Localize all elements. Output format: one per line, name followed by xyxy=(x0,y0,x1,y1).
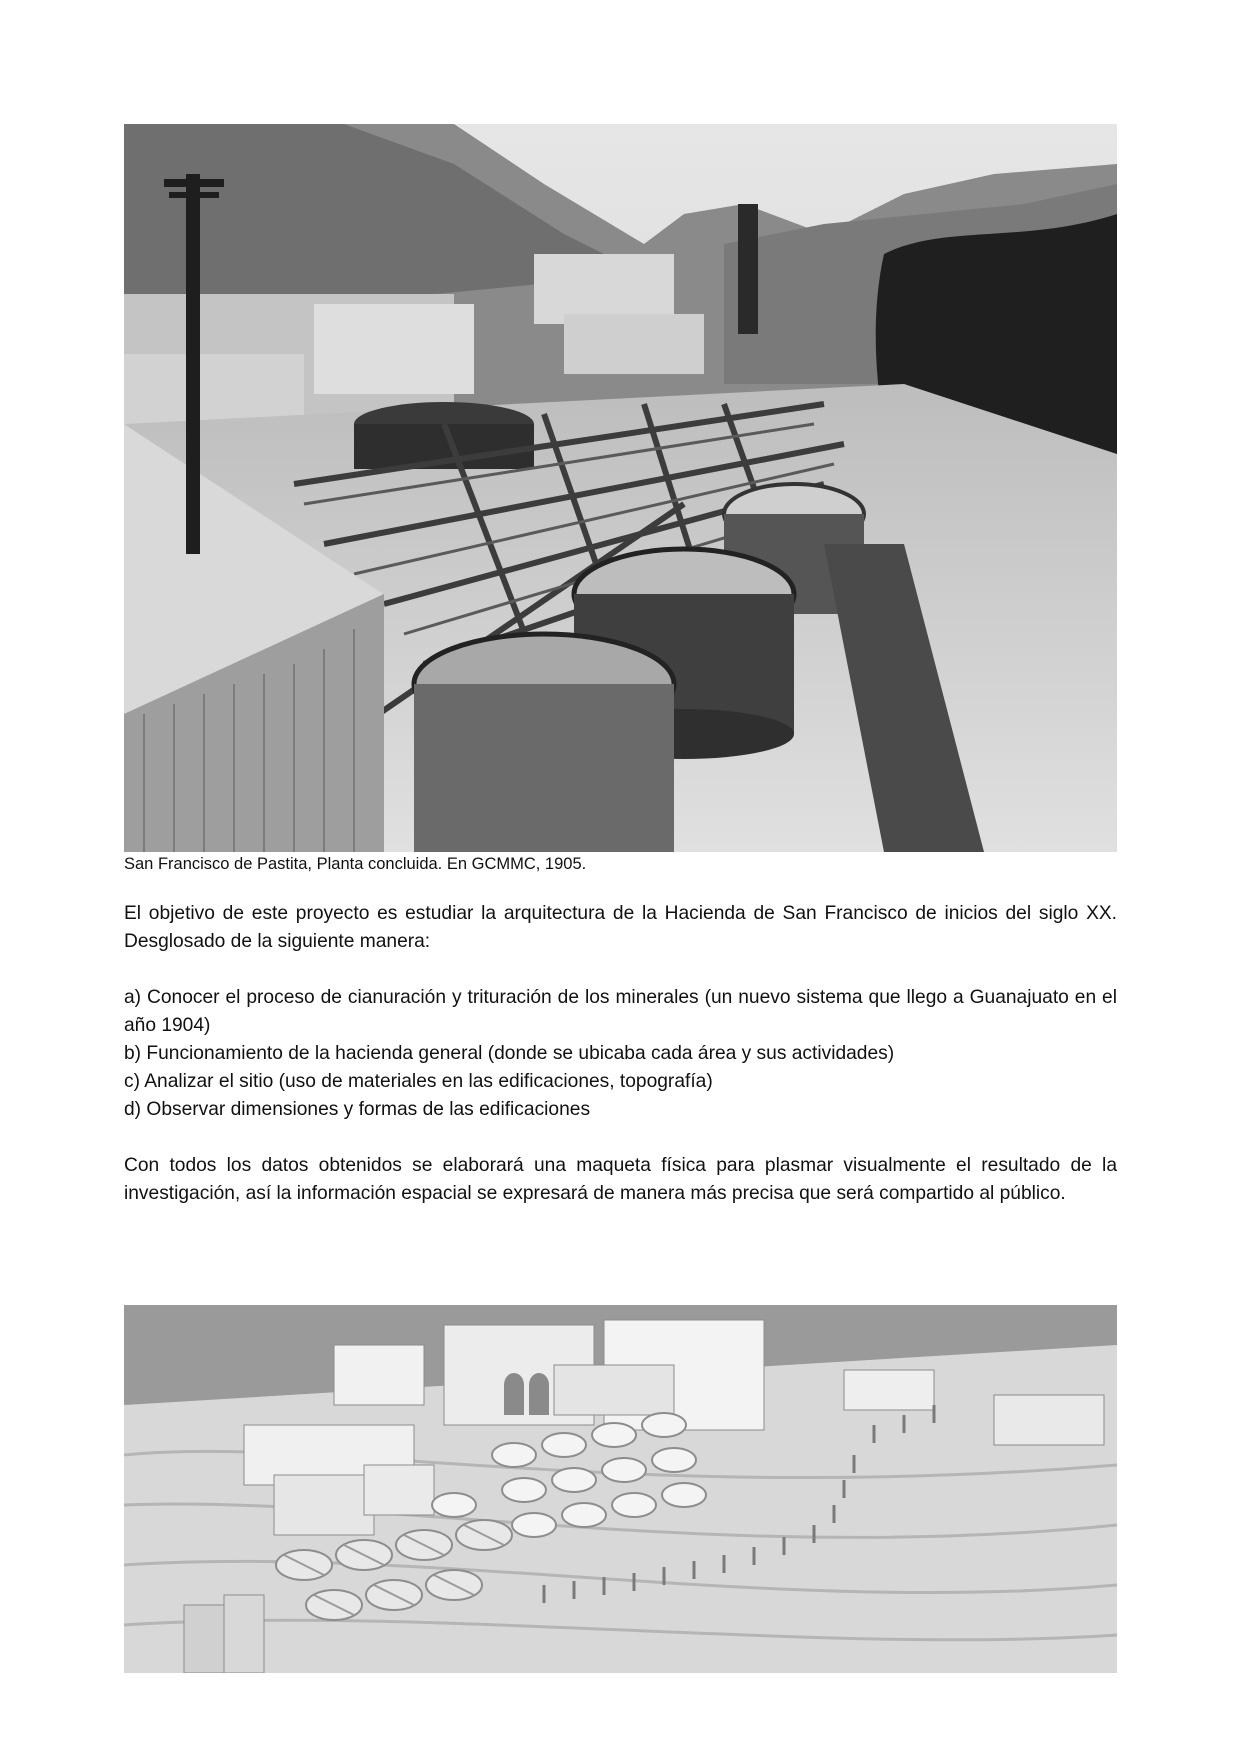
photo-caption: San Francisco de Pastita, Planta concluida. En GCMMC, 1905. xyxy=(124,855,587,873)
objective-item-c: c) Analizar el sitio (uso de materiales en las edificaciones, topografía) xyxy=(124,1071,713,1092)
objectives-list xyxy=(124,984,1117,1124)
objective-item-a: a) Conocer el proceso de cianuración y trituración de los minerales (un nuevo sistema que llego a Guanajuato en el año 1904) xyxy=(124,987,1117,1036)
objective-item-b: b) Funcionamiento de la hacienda general (donde se ubicaba cada área y sus actividades) xyxy=(124,1043,895,1064)
conclusion-paragraph: Con todos los datos obtenidos se elaborará una maqueta física para plasmar visualmente el resultado de la investigación, así la información espacial se expresará de manera más precisa que será compartido al público. xyxy=(124,1155,1117,1204)
intro-paragraph: El objetivo de este proyecto es estudiar la arquitectura de la Hacienda de San Francisco de inicios del siglo XX. Desglosado de la siguiente manera: xyxy=(124,903,1117,952)
historic-plant-photo-graphic xyxy=(124,124,1117,852)
architectural-model-photo xyxy=(124,1305,1117,1673)
architectural-model-photo-graphic xyxy=(124,1305,1117,1673)
historic-plant-photo xyxy=(124,124,1117,852)
objective-item-d: d) Observar dimensiones y formas de las edificaciones xyxy=(124,1099,591,1120)
